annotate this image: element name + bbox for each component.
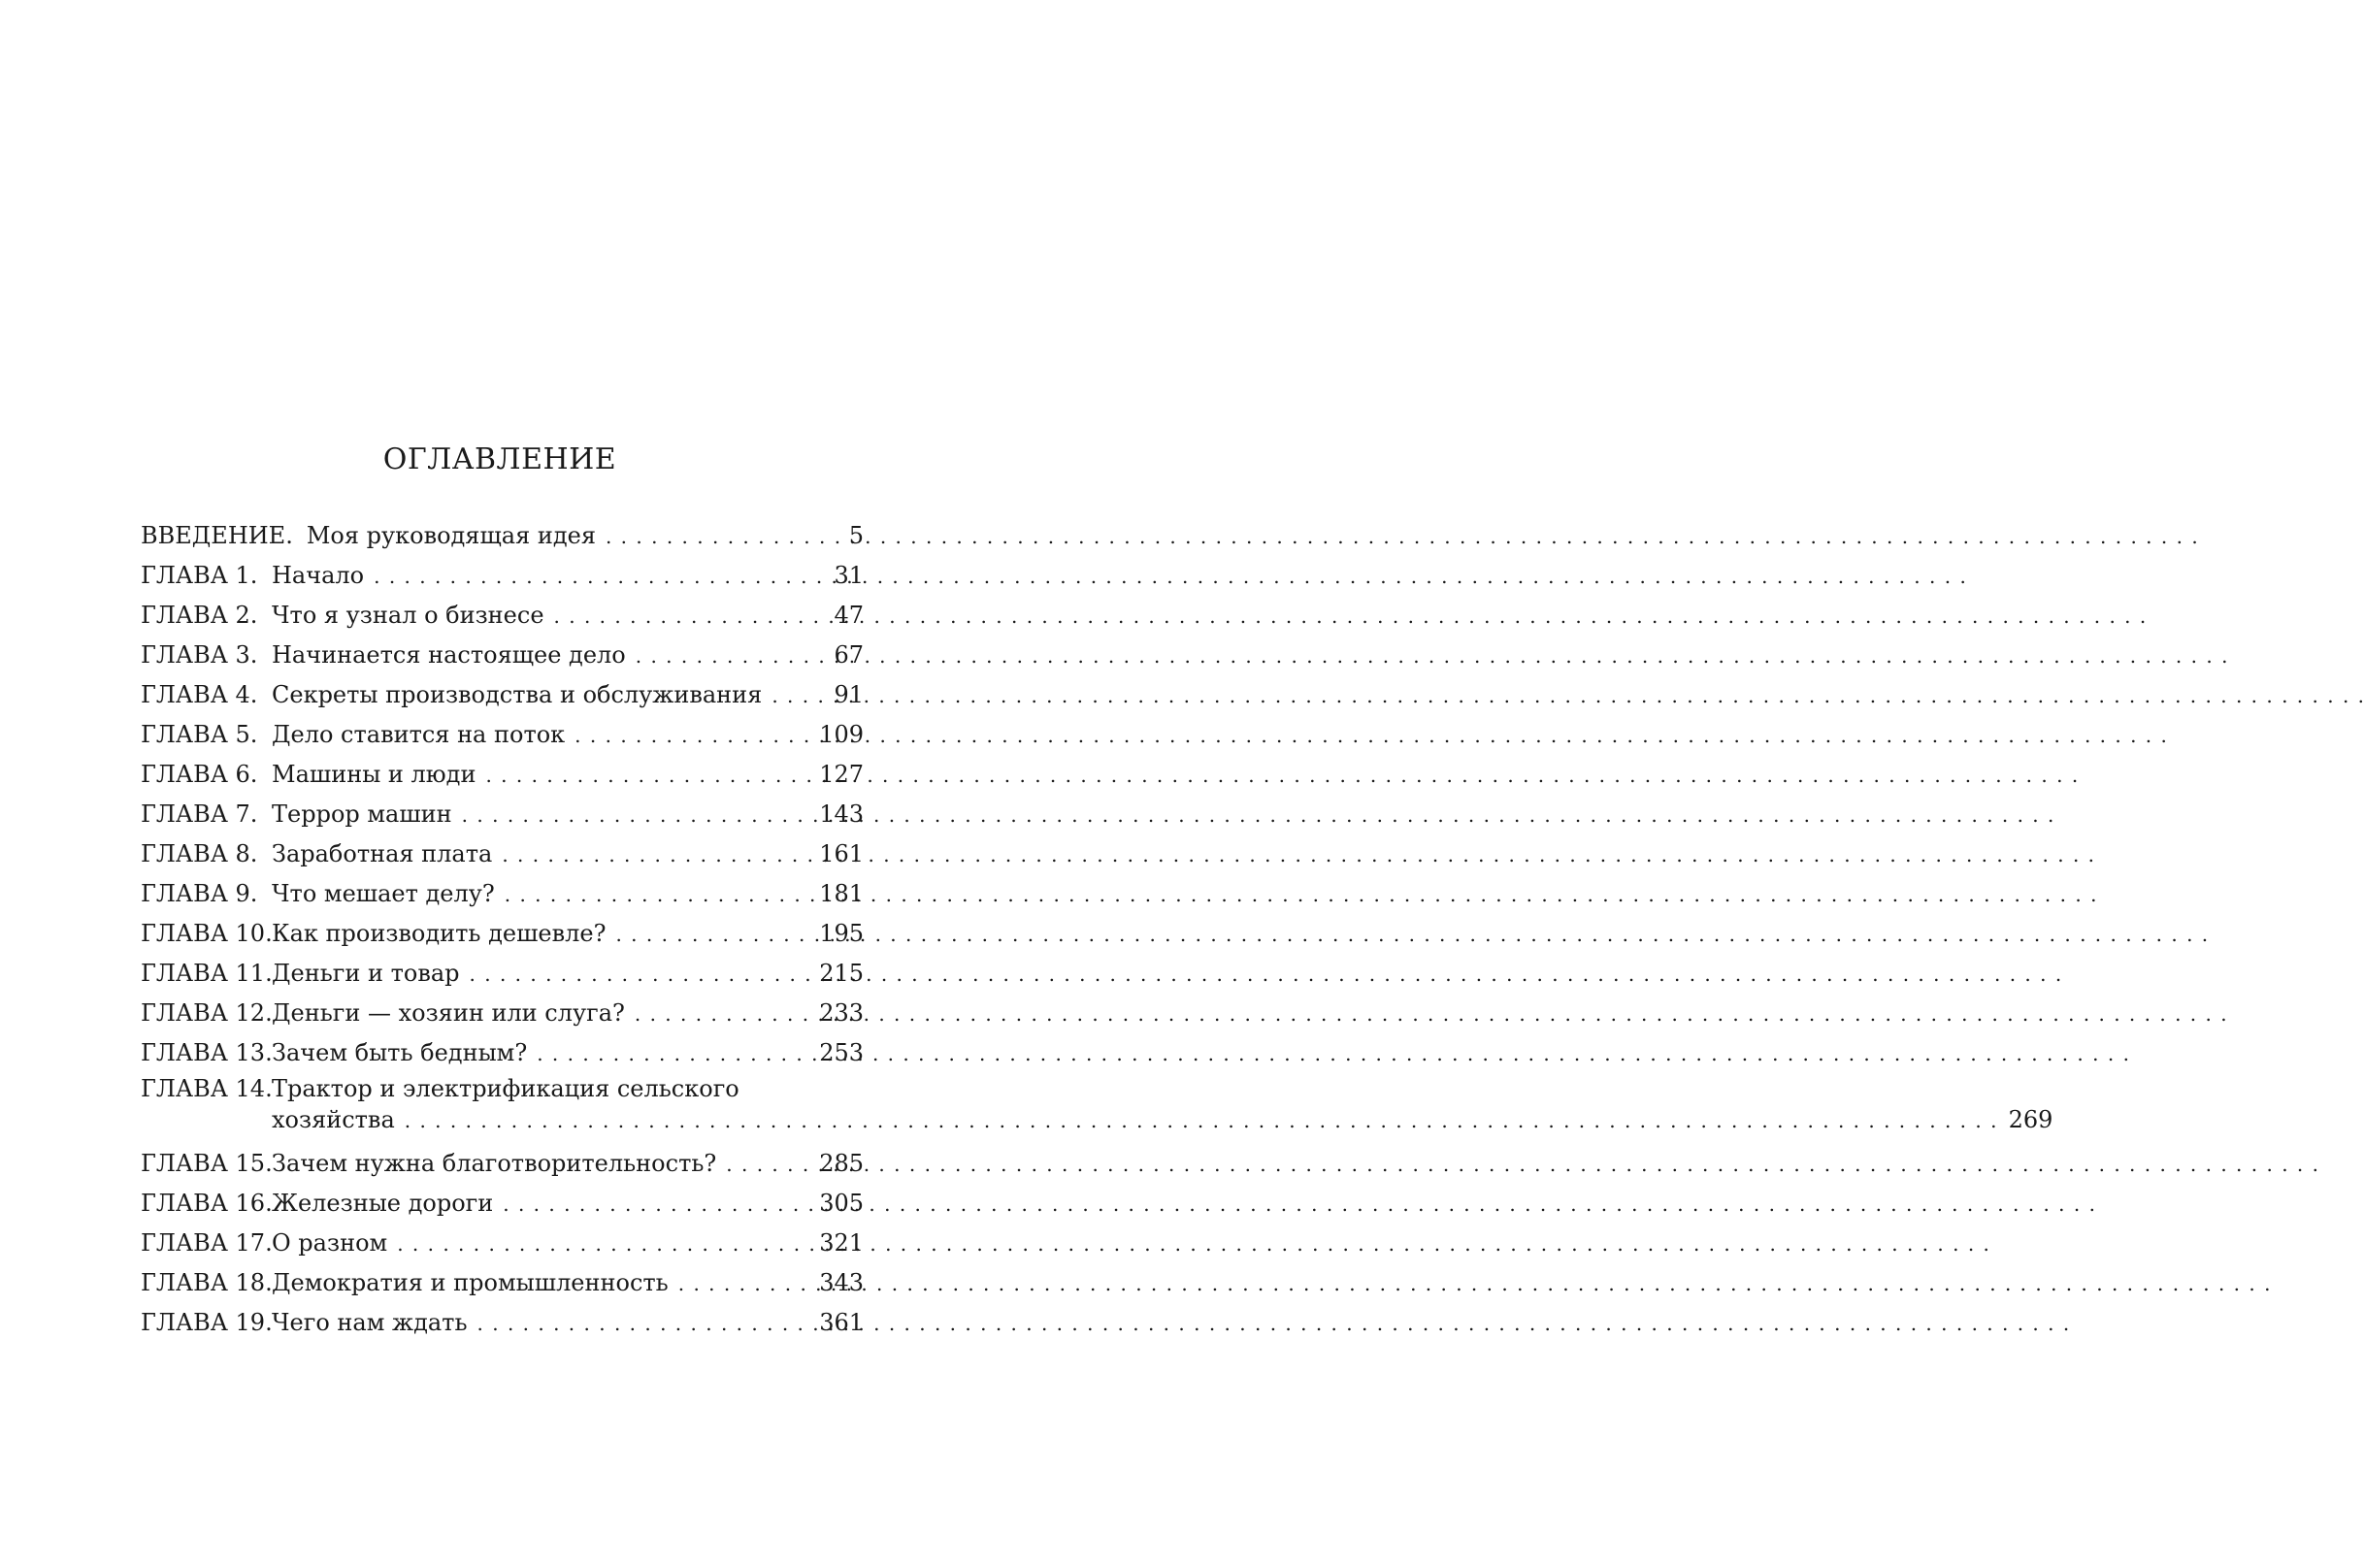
toc-entry-title: Машины и люди: [272, 761, 476, 788]
toc-entry-chapter-14: [141, 1073, 2053, 1144]
toc-entry-page: 195: [819, 920, 864, 947]
toc-entry-page: 127: [819, 761, 864, 788]
toc-entry-title: Начинается настоящее дело: [272, 641, 626, 669]
toc-entry-page: 269: [2008, 1106, 2053, 1133]
toc-entry-chapter-18: [141, 1263, 864, 1303]
toc-entry-label: ГЛАВА 16.: [141, 1190, 273, 1217]
dot-leader: [726, 1145, 2318, 1184]
toc-entry-label: ГЛАВА 14.: [141, 1075, 273, 1102]
toc-entry-chapter-4: [141, 675, 864, 715]
toc-entry-title: Чего нам ждать: [272, 1309, 468, 1336]
toc-entry-title: Заработная плата: [272, 840, 493, 867]
toc-entry-title: Трактор и электрификация сельского: [272, 1075, 739, 1102]
toc-entry-page: 181: [819, 880, 864, 907]
toc-entry-label: ГЛАВА 15.: [141, 1150, 273, 1177]
dot-leader: [503, 1185, 2095, 1224]
toc-entry-title: Железные дороги: [272, 1190, 494, 1217]
toc-entry-label: ГЛАВА 4.: [141, 681, 258, 708]
toc-entry-label: ГЛАВА 1.: [141, 562, 258, 589]
toc-entry-chapter-9: [141, 874, 864, 914]
toc-entry-label: ГЛАВА 18.: [141, 1269, 273, 1296]
toc-entry-label: ГЛАВА 11.: [141, 960, 273, 987]
toc-entry-title: Начало: [272, 562, 365, 589]
toc-entry-title: Демократия и промышленность: [272, 1269, 669, 1296]
toc-entry-page: 285: [819, 1150, 864, 1177]
dot-leader: [397, 1225, 1989, 1263]
toc-entry-page: 321: [819, 1229, 864, 1257]
toc-entry-page: 5: [848, 522, 864, 549]
toc-entry-chapter-7: [141, 795, 864, 834]
dot-leader: [502, 835, 2094, 874]
toc-entry-chapter-13: [141, 1033, 864, 1073]
toc-entry-page: 109: [819, 721, 864, 748]
toc-entry-label: ВВЕДЕНИЕ.: [141, 522, 293, 549]
toc-entry-page: 91: [834, 681, 864, 708]
toc-entry-chapter-16: [141, 1184, 864, 1224]
toc-entry-page: 215: [819, 960, 864, 987]
toc-entry-page: 343: [819, 1269, 864, 1296]
toc-title: ОГЛАВЛЕНИЕ: [382, 442, 617, 476]
dot-leader: [477, 1304, 2070, 1343]
toc-entry-label: ГЛАВА 19.: [141, 1309, 273, 1336]
toc-entry-chapter-8: [141, 834, 864, 874]
toc-entry-label: ГЛАВА 7.: [141, 800, 258, 828]
toc-entry-page: 67: [834, 641, 864, 669]
toc-entry-chapter-10: [141, 914, 864, 954]
toc-entry-page: 305: [819, 1190, 864, 1217]
toc-entry-chapter-6: [141, 755, 864, 795]
toc-entry-chapter-2: [141, 596, 864, 636]
toc-entry-intro: [141, 516, 864, 556]
toc-entry-label: ГЛАВА 13.: [141, 1039, 273, 1066]
dot-leader: [636, 637, 2228, 675]
toc-entry-page: 161: [819, 840, 864, 867]
toc-entry-title: Деньги и товар: [272, 960, 460, 987]
dot-leader: [554, 597, 2147, 636]
dot-leader: [470, 955, 2062, 994]
toc-entry-title: Что мешает делу?: [272, 880, 495, 907]
toc-entry-title: Зачем нужна благотворительность?: [272, 1150, 717, 1177]
toc-entry-title: Секреты производства и обслуживания: [272, 681, 763, 708]
toc-list: [141, 516, 2053, 1343]
dot-leader: [374, 557, 1966, 596]
toc-entry-chapter-5: [141, 715, 864, 755]
dot-leader: [537, 1034, 2129, 1073]
toc-entry-page: 233: [819, 999, 864, 1027]
toc-entry-title: Деньги — хозяин или слуга?: [272, 999, 625, 1027]
toc-entry-title: Террор машин: [272, 800, 452, 828]
toc-entry-title: Дело ставится на поток: [272, 721, 566, 748]
toc-entry-page: 47: [834, 602, 864, 629]
dot-leader: [485, 756, 2078, 795]
toc-entry-page: 143: [819, 800, 864, 828]
toc-entry-page: 31: [834, 562, 864, 589]
toc-entry-title: Как производить дешевле?: [272, 920, 607, 947]
toc-entry-chapter-1: [141, 556, 864, 596]
toc-entry-title: Зачем быть бедным?: [272, 1039, 528, 1066]
toc-entry-title: О разном: [272, 1229, 388, 1257]
toc-entry-chapter-19: [141, 1303, 864, 1343]
toc-entry-chapter-15: [141, 1144, 864, 1184]
toc-entry-chapter-3: [141, 636, 864, 675]
dot-leader: [678, 1264, 2271, 1303]
toc-entry-label: ГЛАВА 6.: [141, 761, 258, 788]
toc-entry-label: ГЛАВА 9.: [141, 880, 258, 907]
dot-leader: [635, 995, 2227, 1033]
toc-entry-page: 361: [819, 1309, 864, 1336]
toc-entry-chapter-17: [141, 1224, 864, 1263]
dot-leader: [405, 1105, 1997, 1136]
dot-leader: [772, 676, 2364, 715]
toc-entry-label: ГЛАВА 3.: [141, 641, 258, 669]
toc-entry-title: Моя руководящая идея: [306, 522, 596, 549]
toc-entry-chapter-11: [141, 954, 864, 994]
toc-entry-label: ГЛАВА 5.: [141, 721, 258, 748]
toc-entry-label: ГЛАВА 8.: [141, 840, 258, 867]
toc-entry-chapter-12: [141, 994, 864, 1033]
toc-entry-page: 253: [819, 1039, 864, 1066]
dot-leader: [462, 796, 2054, 834]
toc-entry-label: ГЛАВА 17.: [141, 1229, 273, 1257]
toc-entry-title: Что я узнал о бизнесе: [272, 602, 544, 629]
toc-entry-label: ГЛАВА 12.: [141, 999, 273, 1027]
toc-entry-title-continued: хозяйства: [272, 1106, 395, 1133]
toc-entry-label: ГЛАВА 10.: [141, 920, 273, 947]
toc-entry-label: ГЛАВА 2.: [141, 602, 258, 629]
dot-leader: [505, 875, 2097, 914]
